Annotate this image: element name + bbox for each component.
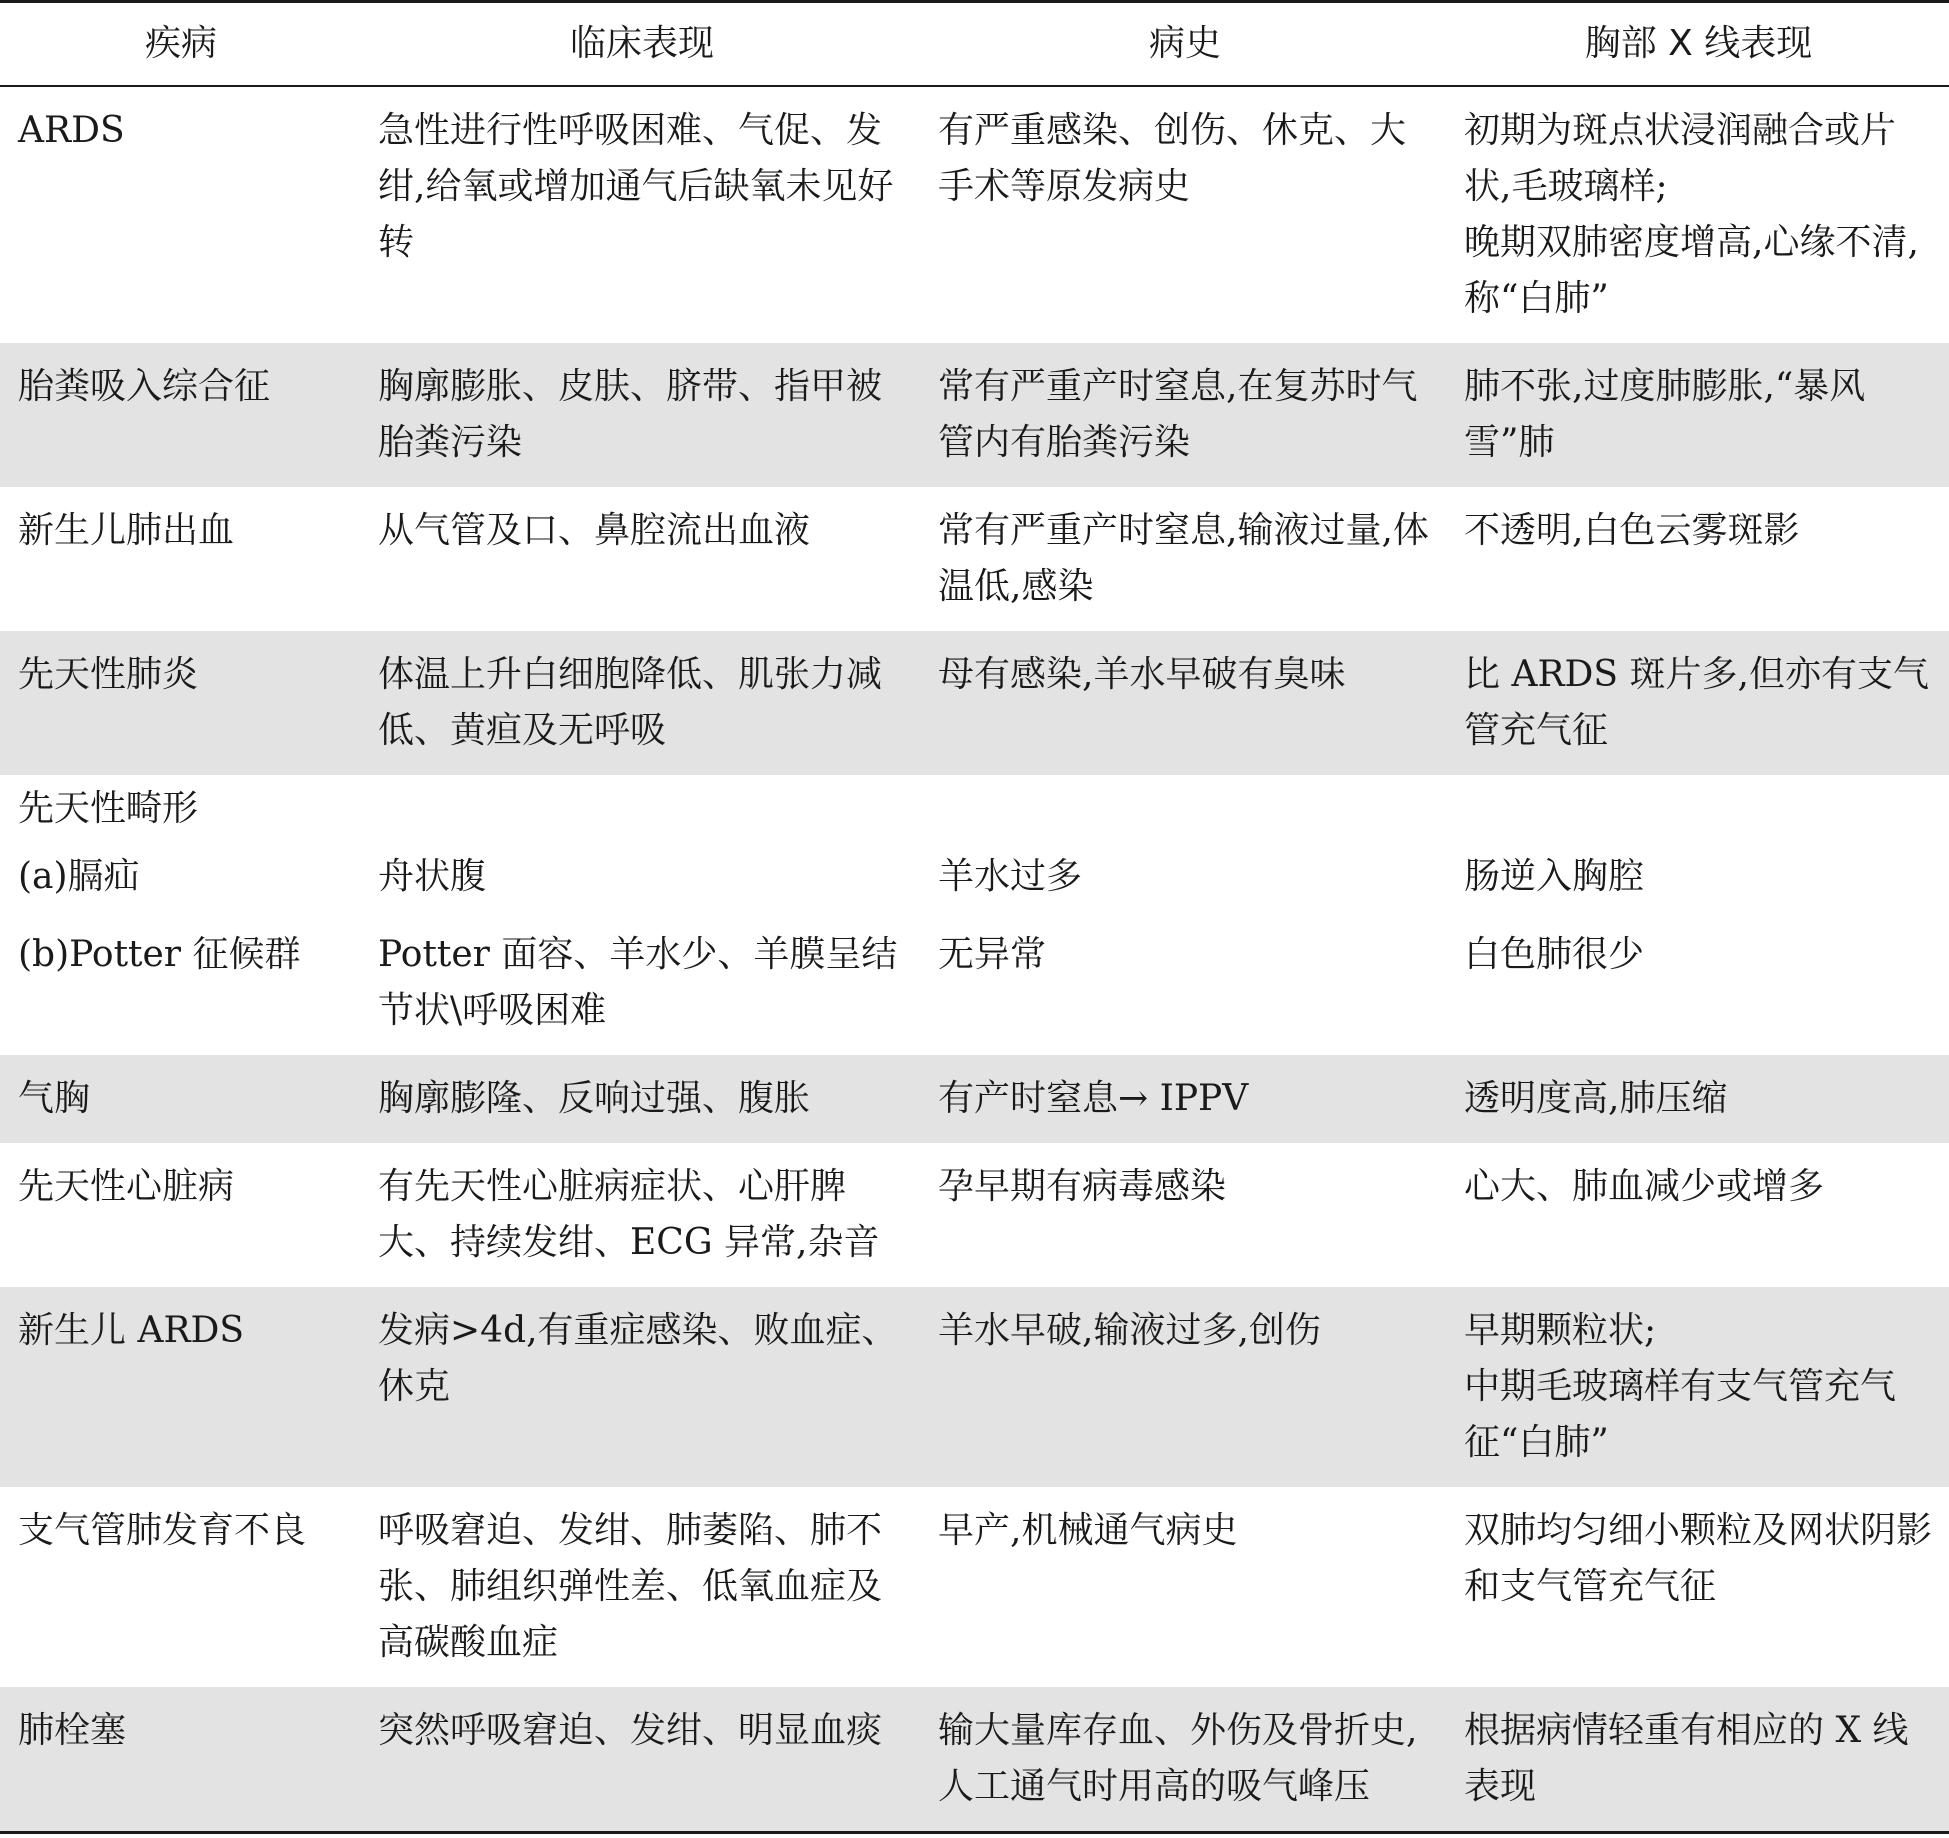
cell-clinical-line: 胸廓膨胀、皮肤、脐带、指甲被胎粪污染 [378,366,883,463]
cell-history-line: 羊水过多 [938,856,1083,897]
cell-clinical [362,1055,922,1143]
cell-disease: 先天性畸形 [18,788,199,829]
cell-clinical [362,775,922,843]
cell-clinical [362,843,922,911]
table-row [0,487,1949,631]
cell-clinical-line: 发病>4d,有重症感染、败血症、休克 [378,1310,898,1407]
cell-xray-line: 根据病情轻重有相应的 X 线表现 [1464,1710,1909,1807]
cell-history-line: 孕早期有病毒感染 [938,1166,1227,1207]
cell-xray [1448,1287,1949,1487]
cell-xray-line: 肠逆入胸腔 [1464,856,1645,897]
cell-xray [1448,843,1949,911]
cell-xray-line: 透明度高,肺压缩 [1464,1078,1728,1119]
cell-xray-line: 中期毛玻璃样有支气管充气征“白肺” [1464,1366,1897,1463]
header-disease: 疾病 [144,23,217,64]
header-history: 病史 [1148,23,1221,64]
cell-history-line: 羊水早破,输液过多,创伤 [938,1310,1321,1351]
table-row [0,1687,1949,1833]
cell-disease: 先天性肺炎 [0,631,362,775]
cell-history [922,911,1448,1055]
cell-xray-line: 白色肺很少 [1464,934,1645,975]
header-xray: 胸部 X 线表现 [1584,23,1813,64]
cell-xray-line: 晚期双肺密度增高,心缘不清,称“白肺” [1464,222,1919,319]
table-row [0,1487,1949,1687]
cell-history [922,487,1448,631]
cell-clinical [362,1687,922,1833]
table-row [0,1143,1949,1287]
cell-history [922,843,1448,911]
cell-clinical [362,1487,922,1687]
cell-history-line: 常有严重产时窒息,在复苏时气管内有胎粪污染 [938,366,1418,463]
cell-xray [1448,86,1949,343]
cell-disease: (b)Potter 征候群 [18,934,301,975]
cell-history [922,86,1448,343]
cell-clinical [362,343,922,487]
cell-history [922,1487,1448,1687]
cell-clinical-line: Potter 面容、羊水少、羊膜呈结节状\呼吸困难 [378,934,898,1031]
cell-xray [1448,343,1949,487]
cell-disease: 先天性心脏病 [18,1166,235,1207]
table-row [0,343,1949,487]
cell-history-line: 有产时窒息→ IPPV [938,1078,1249,1119]
cell-xray-line: 比 ARDS 斑片多,但亦有支气管充气征 [1464,654,1929,751]
cell-clinical [362,1287,922,1487]
cell-clinical-line: 舟状腹 [378,856,487,897]
cell-xray-line: 双肺均匀细小颗粒及网状阴影和支气管充气征 [1464,1510,1933,1607]
cell-history [922,1687,1448,1833]
table-row [0,1055,1949,1143]
table-row [0,631,1949,775]
cell-disease: (a)膈疝 [18,856,140,897]
cell-history-line: 有严重感染、创伤、休克、大手术等原发病史 [938,110,1407,207]
cell-disease: 支气管肺发育不良 [18,1510,307,1551]
cell-history [922,1055,1448,1143]
table-row [0,911,1949,1055]
cell-clinical-line: 突然呼吸窘迫、发绀、明显血痰 [378,1710,883,1751]
cell-xray-line: 心大、肺血减少或增多 [1464,1166,1825,1207]
cell-clinical-line: 有先天性心脏病症状、心肝脾大、持续发绀、ECG 异常,杂音 [378,1166,880,1263]
cell-history [922,343,1448,487]
cell-clinical-line: 胸廓膨隆、反响过强、腹胀 [378,1078,811,1119]
cell-disease: 肺栓塞 [0,1687,362,1833]
cell-xray [1448,487,1949,631]
cell-xray-line: 肺不张,过度肺膨胀,“暴风雪”肺 [1464,366,1866,463]
cell-disease: 新生儿肺出血 [18,510,235,551]
cell-xray-line: 初期为斑点状浸润融合或片状,毛玻璃样; [1464,110,1897,207]
cell-history-line: 早产,机械通气病史 [938,1510,1238,1551]
header-clinical: 临床表现 [569,23,714,64]
cell-clinical-line: 呼吸窘迫、发绀、肺萎陷、肺不张、肺组织弹性差、低氧血症及高碳酸血症 [378,1510,883,1663]
cell-clinical [362,86,922,343]
cell-xray [1448,631,1949,775]
cell-disease: 新生儿 ARDS [0,1287,362,1487]
cell-xray [1448,1055,1949,1143]
cell-xray [1448,1487,1949,1687]
table-header [0,2,1949,87]
cell-xray [1448,1687,1949,1833]
cell-clinical [362,487,922,631]
cell-clinical [362,911,922,1055]
cell-clinical [362,631,922,775]
cell-clinical-line: 从气管及口、鼻腔流出血液 [378,510,811,551]
cell-history-line: 无异常 [938,934,1047,975]
table-body [0,86,1949,1833]
cell-history [922,1287,1448,1487]
cell-history-line: 母有感染,羊水早破有臭味 [938,654,1346,695]
table-row [0,775,1949,843]
cell-history [922,1143,1448,1287]
cell-disease: ARDS [18,110,125,151]
cell-xray-line: 不透明,白色云雾斑影 [1464,510,1800,551]
cell-xray [1448,775,1949,843]
cell-clinical-line: 急性进行性呼吸困难、气促、发绀,给氧或增加通气后缺氧未见好转 [378,110,894,263]
cell-clinical [362,1143,922,1287]
cell-history-line: 常有严重产时窒息,输液过量,体温低,感染 [938,510,1429,607]
cell-xray-line: 早期颗粒状; [1464,1310,1657,1351]
cell-history [922,631,1448,775]
table-row [0,86,1949,343]
cell-history-line: 输大量库存血、外伤及骨折史,人工通气时用高的吸气峰压 [938,1710,1418,1807]
cell-history [922,775,1448,843]
header-row [0,2,1949,87]
table-row [0,1287,1949,1487]
cell-disease: 胎粪吸入综合征 [0,343,362,487]
cell-disease: 气胸 [0,1055,362,1143]
table-row [0,843,1949,911]
cell-clinical-line: 体温上升白细胞降低、肌张力减低、黄疸及无呼吸 [378,654,883,751]
cell-xray [1448,911,1949,1055]
cell-xray [1448,1143,1949,1287]
